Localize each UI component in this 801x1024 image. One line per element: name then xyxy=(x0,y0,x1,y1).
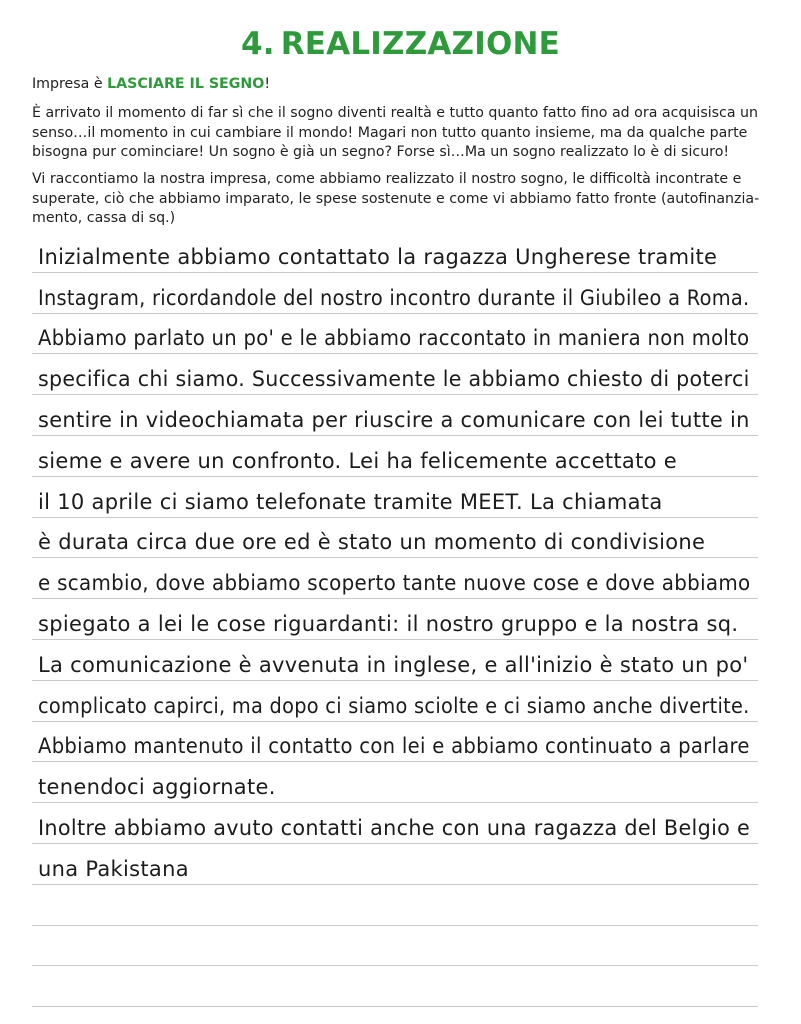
ruled-line xyxy=(32,232,758,273)
handwritten-text: specifica chi siamo. Successivamente le abbiamo chiesto di poterci xyxy=(38,367,750,392)
handwritten-text: sentire in videochiamata per riuscire a comunicare con lei tutte in xyxy=(38,407,750,432)
ruled-line xyxy=(32,885,758,926)
intro-prefix: Impresa è xyxy=(32,76,108,92)
handwritten-text: complicato capirci, ma dopo ci siamo sciolte e ci siamo anche divertite. xyxy=(38,693,750,718)
handwritten-text: spiegato a lei le cose riguardanti: il nostro gruppo e la nostra sq. xyxy=(38,611,739,636)
handwritten-text: tenendoci aggiornate. xyxy=(38,775,276,800)
ruled-line xyxy=(32,681,758,722)
handwritten-text: il 10 aprile ci siamo telefonate tramite MEET. La chiamata xyxy=(38,489,663,514)
ruled-line xyxy=(32,762,758,803)
handwritten-text: La comunicazione è avvenuta in inglese, e all'inizio è stato un po' xyxy=(38,652,749,677)
ruled-line xyxy=(32,558,758,599)
ruled-line xyxy=(32,518,758,559)
ruled-line xyxy=(32,844,758,885)
handwritten-answer-area xyxy=(32,232,758,1007)
ruled-line xyxy=(32,273,758,314)
ruled-line xyxy=(32,599,758,640)
ruled-line xyxy=(32,722,758,763)
intro-enterprise-line xyxy=(32,75,772,95)
section-heading: REALIZZAZIONE xyxy=(280,26,561,62)
enterprise-name: LASCIARE IL SEGNO xyxy=(107,76,265,92)
handwritten-text: Inoltre abbiamo avuto contatti anche con una ragazza del Belgio e xyxy=(38,815,751,840)
intro-suffix: ! xyxy=(264,76,270,92)
ruled-line xyxy=(32,354,758,395)
ruled-line xyxy=(32,395,758,436)
ruled-line xyxy=(32,926,758,967)
handwritten-text: Abbiamo parlato un po' e le abbiamo raccontato in maniera non molto xyxy=(38,326,750,351)
section-title xyxy=(0,26,801,62)
intro-paragraph: È arrivato il momento di far sì che il sogno diventi realtà e tutto quanto fatto fino ad ora acquisisca un senso…il momento in cui cambiare il mondo! Magari non tutto quanto insieme, ma da qualche parte bisogna pur cominciare! Un sogno è già un segno? Forse sì…Ma un sogno realizzato lo è di sicuro! xyxy=(32,105,759,160)
ruled-line xyxy=(32,436,758,477)
instructions-paragraph: Vi raccontiamo la nostra impresa, come abbiamo realizzato il nostro sogno, le difficoltà incontrate e superate, ciò che abbiamo imparato, le spese sostenute e come vi abbiamo fatto fronte (autofinanzia-mento, cassa di sq.) xyxy=(32,171,760,226)
handwritten-text: Inizialmente abbiamo contattato la ragazza Ungherese tramite xyxy=(38,244,718,269)
handwritten-text: una Pakistana xyxy=(38,856,189,881)
handwritten-text: sieme e avere un confronto. Lei ha felicemente accettato e xyxy=(38,448,677,473)
ruled-line xyxy=(32,640,758,681)
ruled-line xyxy=(32,477,758,518)
ruled-line xyxy=(32,803,758,844)
section-number: 4. xyxy=(240,26,275,62)
handwritten-text: Instagram, ricordandole del nostro incontro durante il Giubileo a Roma. xyxy=(38,285,750,310)
ruled-line xyxy=(32,966,758,1007)
handwritten-text: Abbiamo mantenuto il contatto con lei e abbiamo continuato a parlare xyxy=(38,734,750,759)
ruled-line xyxy=(32,314,758,355)
handwritten-text: è durata circa due ore ed è stato un momento di condivisione xyxy=(38,530,706,555)
handwritten-text: e scambio, dove abbiamo scoperto tante nuove cose e dove abbiamo xyxy=(38,571,751,596)
